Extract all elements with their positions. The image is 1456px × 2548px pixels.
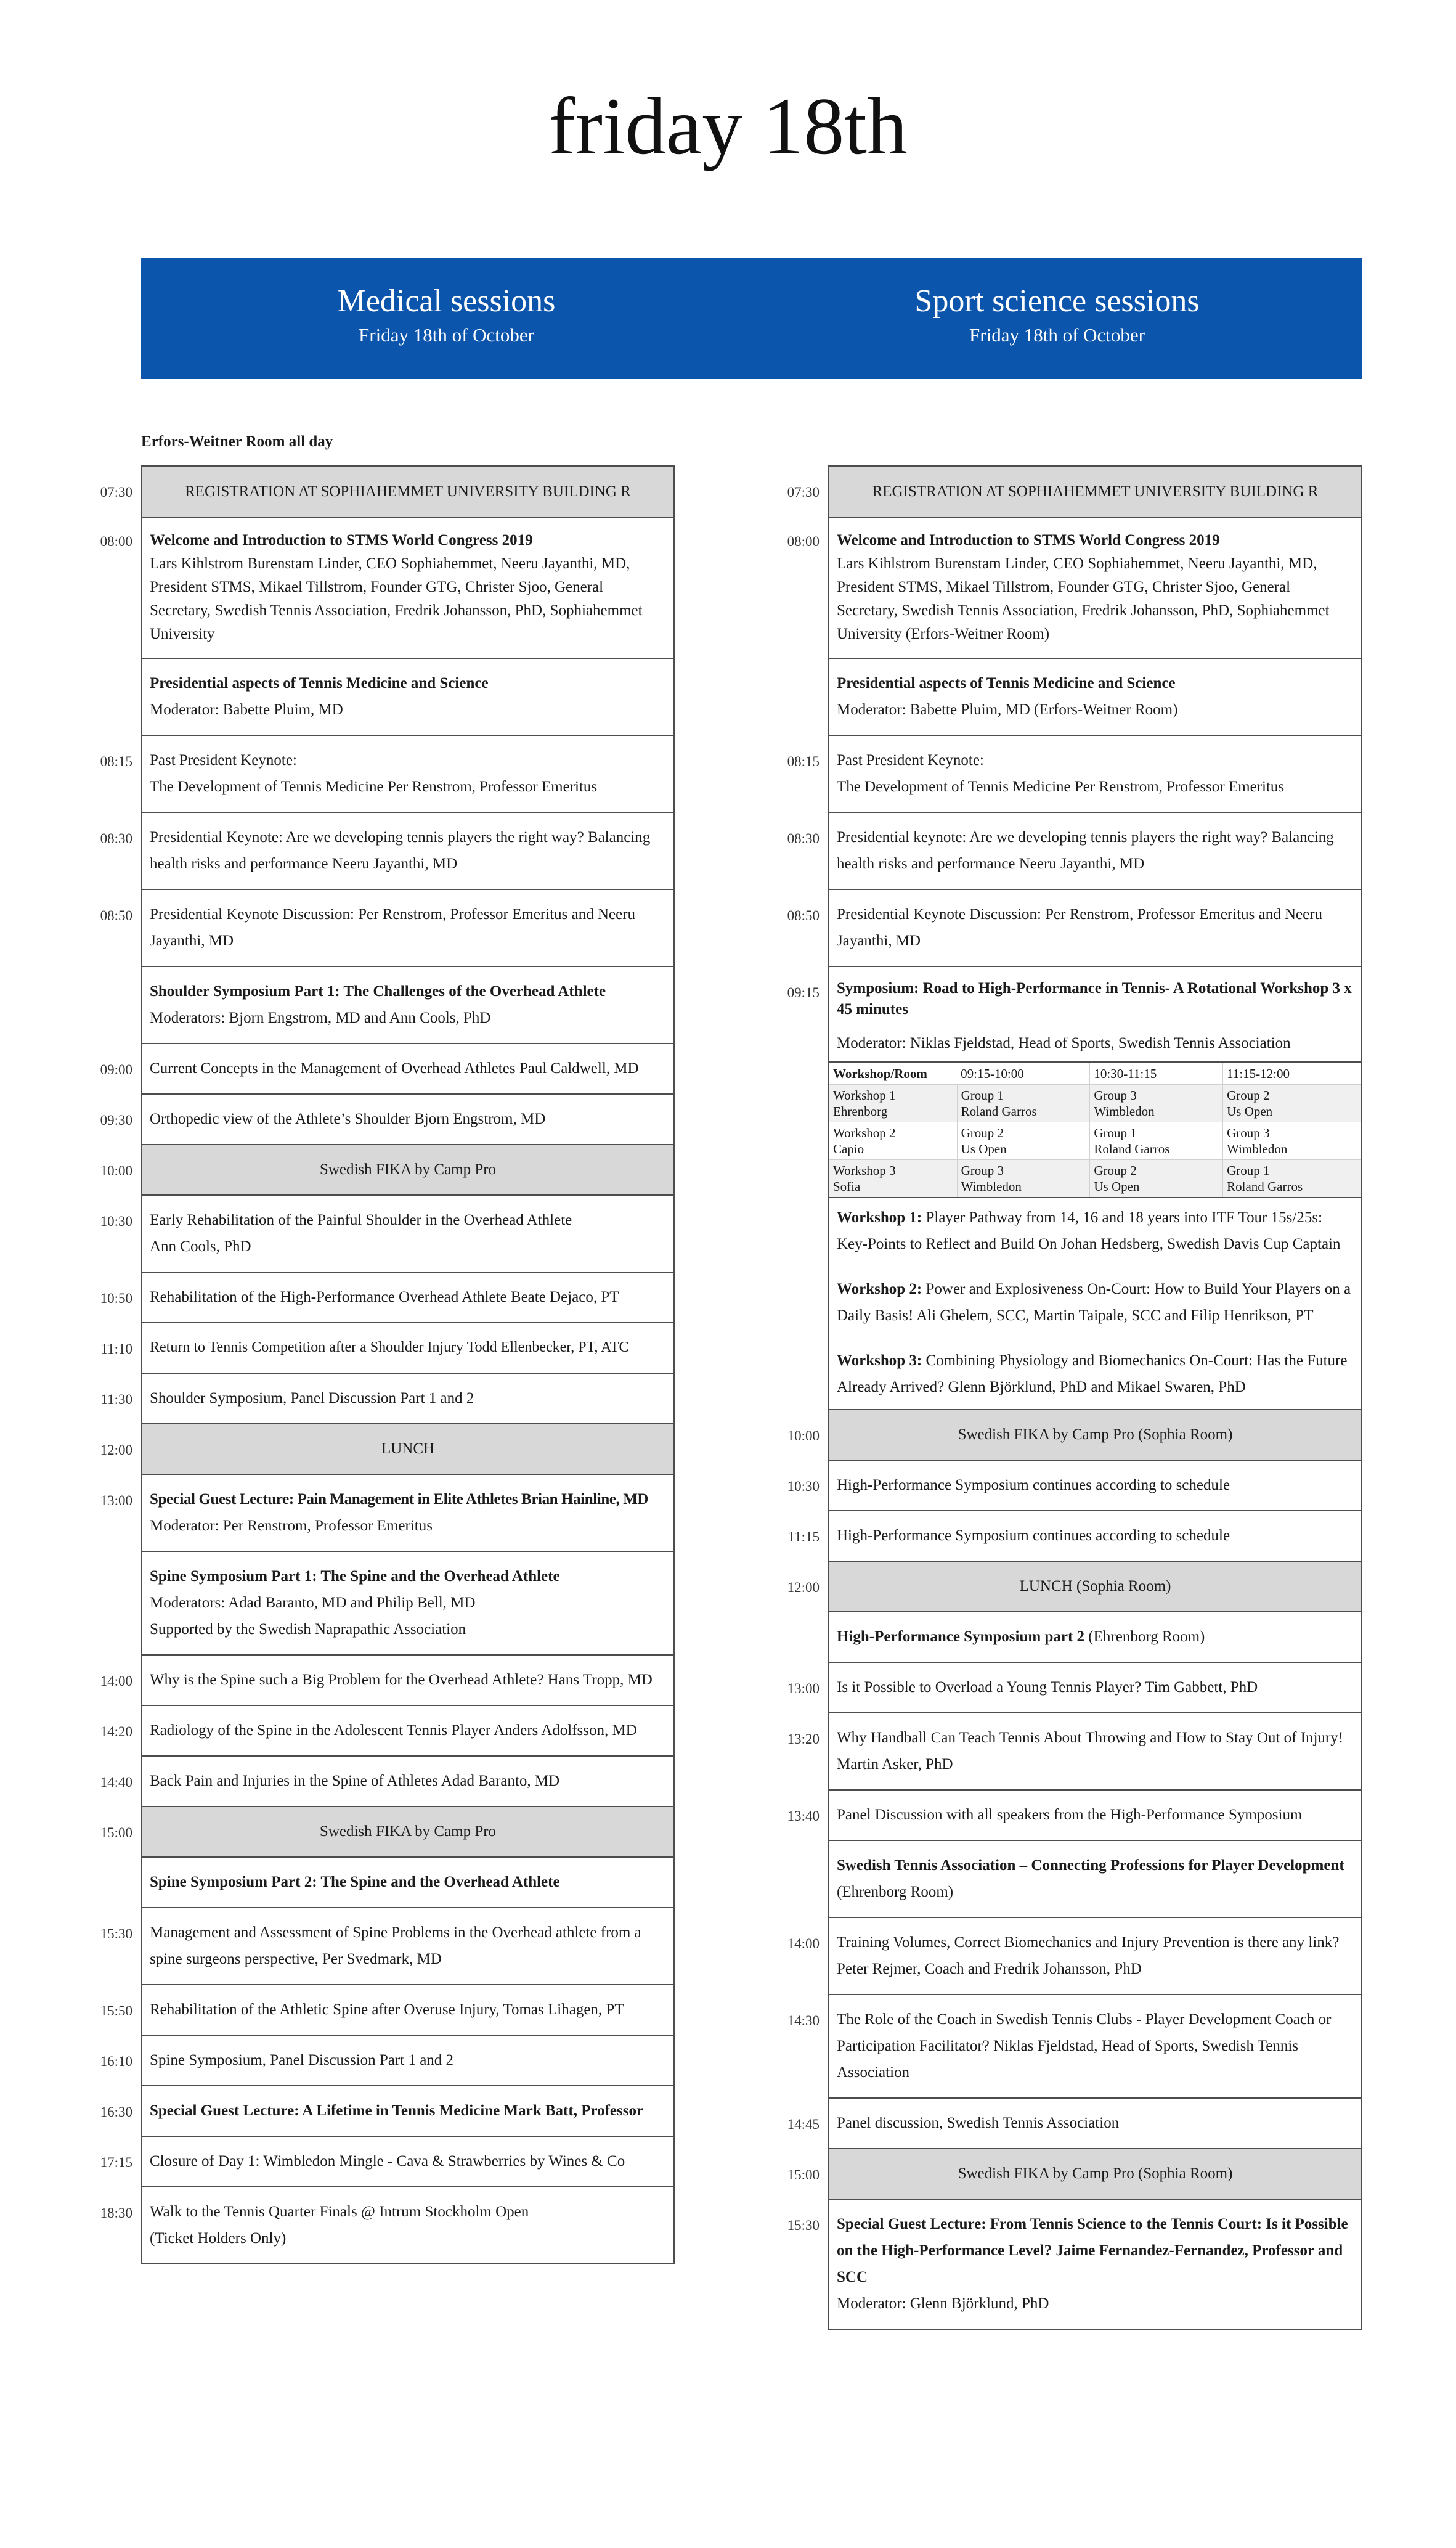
schedule-row bbox=[787, 1789, 1361, 1840]
table-cell bbox=[1090, 1122, 1223, 1160]
schedule-row bbox=[787, 1662, 1361, 1712]
schedule-row bbox=[100, 1474, 673, 1551]
workshop-label: Workshop 1: bbox=[837, 1209, 922, 1226]
row-text: Presidential keynote: Are we developing tennis players the right way? Balancing health risks and performance Neeru Jayanthi, MD bbox=[837, 829, 1334, 872]
row-text: Current Concepts in the Management of Overhead Athletes Paul Caldwell, MD bbox=[150, 1060, 639, 1077]
group: Group 1 bbox=[961, 1088, 1004, 1103]
group: Group 1 bbox=[1094, 1125, 1137, 1140]
time-label: 15:00 bbox=[100, 1825, 132, 1840]
row-title: Welcome and Introduction to STMS World Congress 2019 bbox=[837, 532, 1220, 549]
row-text: Training Volumes, Correct Biomechanics and Injury Prevention is there any link? Peter Rejmer, Coach and Fredrik Johansson, PhD bbox=[837, 1934, 1340, 1977]
time-label: 13:20 bbox=[787, 1731, 820, 1747]
workshop-name: Workshop 1 bbox=[833, 1088, 896, 1103]
row-title: Presidential aspects of Tennis Medicine and Science bbox=[150, 675, 489, 692]
schedule-row bbox=[100, 517, 673, 658]
time-label: 10:00 bbox=[787, 1428, 820, 1443]
row-text: Lars Kihlstrom Burenstam Linder, CEO Sophiahemmet, Neeru Jayanthi, MD, President STMS, Mikael Tillstrom, Founder GTG, Christer Sjoo, General Secretary, Swedish Tennis Association, Fredrik Johansson, PhD, Sophiahemmet University bbox=[150, 555, 643, 642]
row-text: Back Pain and Injuries in the Spine of Athletes Adad Baranto, MD bbox=[150, 1773, 560, 1789]
group-name: Us Open bbox=[1227, 1104, 1273, 1119]
time-label: 09:30 bbox=[100, 1113, 132, 1128]
row-text: Why is the Spine such a Big Problem for the Overhead Athlete? Hans Tropp, MD bbox=[150, 1672, 653, 1688]
row-text: Is it Possible to Overload a Young Tennis Player? Tim Gabbett, PhD bbox=[837, 1679, 1258, 1696]
time-label: 13:00 bbox=[787, 1681, 820, 1696]
schedule-row bbox=[829, 1197, 1361, 1409]
workshop-label: Workshop 2: bbox=[837, 1281, 922, 1297]
schedule-row bbox=[100, 812, 673, 889]
row-title: Presidential aspects of Tennis Medicine and Science bbox=[837, 675, 1176, 692]
time-label: 07:30 bbox=[787, 484, 820, 500]
sport-header bbox=[752, 283, 1362, 348]
schedule-row bbox=[100, 1093, 673, 1144]
schedule-row bbox=[100, 2136, 673, 2186]
time-label: 15:30 bbox=[787, 2218, 820, 2233]
row-text: LUNCH bbox=[381, 1440, 435, 1457]
row-text: Moderator: Babette Pluim, MD bbox=[150, 701, 343, 718]
time-label: 16:10 bbox=[100, 2054, 132, 2069]
time-label: 14:00 bbox=[100, 1673, 132, 1689]
room-label: (Ehrenborg Room) bbox=[1084, 1628, 1205, 1645]
table-row bbox=[829, 1160, 1361, 1198]
schedule-row bbox=[829, 1840, 1361, 1917]
workshop-table bbox=[829, 1063, 1361, 1197]
schedule-row bbox=[100, 2035, 673, 2085]
schedule-row bbox=[787, 2199, 1361, 2329]
row-text: Shoulder Symposium, Panel Discussion Part 1 and 2 bbox=[150, 1390, 474, 1407]
workshop-table-wrap bbox=[829, 1061, 1361, 1197]
workshop-name: Workshop 2 bbox=[833, 1125, 896, 1140]
row-text: Panel discussion, Swedish Tennis Association bbox=[837, 2115, 1120, 2131]
time-label: 15:00 bbox=[787, 2167, 820, 2183]
schedule-row bbox=[100, 1755, 673, 1806]
workshop-description bbox=[837, 1347, 1354, 1400]
medical-header bbox=[141, 283, 752, 348]
row-text: Past President Keynote: bbox=[837, 752, 984, 769]
row-text: Moderators: Adad Baranto, MD and Philip Bell, MD bbox=[150, 1595, 476, 1611]
row-text: Orthopedic view of the Athlete’s Shoulder Bjorn Engstrom, MD bbox=[150, 1111, 546, 1127]
group-name: Roland Garros bbox=[961, 1104, 1037, 1119]
workshop-text: Power and Explosiveness On-Court: How to Build Your Players on a Daily Basis! Ali Ghelem, SCC, Martin Taipale, SCC and Filip Henrikson, PT bbox=[837, 1281, 1351, 1324]
table-cell bbox=[1090, 1085, 1223, 1122]
time-label: 10:30 bbox=[100, 1214, 132, 1229]
row-title: High-Performance Symposium part 2 bbox=[837, 1628, 1085, 1645]
schedule-row bbox=[100, 889, 673, 966]
schedule-row bbox=[100, 1373, 673, 1423]
group: Group 3 bbox=[1094, 1088, 1137, 1103]
schedule-row bbox=[100, 2186, 673, 2263]
row-text: Management and Assessment of Spine Problems in the Overhead athlete from a spine surgeons perspective, Per Svedmark, MD bbox=[150, 1924, 641, 1967]
row-text: Swedish FIKA by Camp Pro bbox=[319, 1161, 497, 1178]
row-text: LUNCH (Sophia Room) bbox=[1019, 1578, 1171, 1595]
time-label: 14:45 bbox=[787, 2117, 820, 2132]
group-name: Wimbledon bbox=[961, 1179, 1022, 1194]
schedule-row bbox=[787, 517, 1361, 658]
schedule-row bbox=[787, 1460, 1361, 1510]
time-label: 11:10 bbox=[100, 1341, 132, 1357]
row-text: Return to Tennis Competition after a Shoulder Injury Todd Ellenbecker, PT, ATC bbox=[150, 1339, 629, 1355]
row-title: Swedish Tennis Association – Connecting Professions for Player Development bbox=[837, 1857, 1344, 1874]
schedule-row bbox=[142, 966, 673, 1043]
table-cell bbox=[957, 1122, 1090, 1160]
group: Group 3 bbox=[961, 1163, 1004, 1178]
row-text: Rehabilitation of the High-Performance Overhead Athlete Beate Dejaco, PT bbox=[150, 1289, 619, 1305]
medical-schedule bbox=[100, 465, 675, 2264]
time-label: 13:40 bbox=[787, 1808, 820, 1824]
group: Group 1 bbox=[1227, 1163, 1270, 1178]
schedule-row bbox=[100, 1043, 673, 1093]
time-label: 13:00 bbox=[100, 1493, 132, 1508]
room-note: Erfors-Weitner Room all day bbox=[141, 433, 333, 450]
row-text: High-Performance Symposium continues according to schedule bbox=[837, 1527, 1230, 1544]
time-label: 09:15 bbox=[787, 985, 820, 1000]
table-cell bbox=[829, 1160, 957, 1198]
table-cell bbox=[1223, 1085, 1361, 1122]
workshop-room: Sofia bbox=[833, 1179, 861, 1194]
time-label: 08:30 bbox=[100, 831, 132, 846]
row-title: Special Guest Lecture: From Tennis Science to the Tennis Court: Is it Possible on the High-Performance Level? Jaime Fernandez-Fernandez, Professor and SCC bbox=[837, 2216, 1348, 2285]
row-title: Special Guest Lecture: A Lifetime in Tennis Medicine Mark Batt, Professor bbox=[150, 2102, 644, 2119]
row-text: Panel Discussion with all speakers from the High-Performance Symposium bbox=[837, 1807, 1303, 1823]
row-text: Presidential Keynote Discussion: Per Renstrom, Professor Emeritus and Neeru Jayanthi, MD bbox=[150, 906, 636, 949]
table-cell bbox=[829, 1122, 957, 1160]
row-text: Moderator: Glenn Björklund, PhD bbox=[837, 2295, 1049, 2312]
schedule-row bbox=[787, 966, 1361, 1061]
column-header: 10:30-11:15 bbox=[1090, 1063, 1223, 1085]
row-title: Spine Symposium Part 1: The Spine and the Overhead Athlete bbox=[150, 1568, 560, 1585]
time-label: 08:50 bbox=[787, 908, 820, 923]
table-cell bbox=[1223, 1160, 1361, 1198]
schedule-row bbox=[787, 2148, 1361, 2199]
workshop-room: Ehrenborg bbox=[833, 1104, 888, 1119]
table-row bbox=[829, 1085, 1361, 1122]
row-text: Walk to the Tennis Quarter Finals @ Intrum Stockholm Open bbox=[150, 2203, 529, 2220]
group: Group 2 bbox=[1227, 1088, 1270, 1103]
schedule-row bbox=[100, 1654, 673, 1705]
table-header-row bbox=[829, 1063, 1361, 1085]
row-text: Lars Kihlstrom Burenstam Linder, CEO Sophiahemmet, Neeru Jayanthi, MD, President STMS, Mikael Tillstrom, Founder GTG, Christer Sjoo, General Secretary, Swedish Tennis Association, Fredrik Johansson, PhD, Sophiahemmet University (Erfors-Weitner Room) bbox=[837, 555, 1330, 642]
row-text: Moderator: Babette Pluim, MD (Erfors-Weitner Room) bbox=[837, 701, 1178, 718]
schedule-row bbox=[100, 1806, 673, 1856]
row-text: Early Rehabilitation of the Painful Shoulder in the Overhead Athlete bbox=[150, 1212, 572, 1228]
schedule-row bbox=[100, 1272, 673, 1322]
row-text: The Development of Tennis Medicine Per Renstrom, Professor Emeritus bbox=[150, 778, 598, 795]
schedule-row bbox=[100, 1144, 673, 1194]
column-header: Workshop/Room bbox=[829, 1063, 957, 1085]
workshop-description bbox=[837, 1276, 1354, 1329]
row-title: Symposium: Road to High-Performance in Tennis- A Rotational Workshop 3 x 45 minutes bbox=[837, 980, 1352, 1018]
schedule-row bbox=[787, 465, 1361, 517]
time-label: 14:20 bbox=[100, 1724, 132, 1739]
row-text: Rehabilitation of the Athletic Spine after Overuse Injury, Tomas Lihagen, PT bbox=[150, 2001, 624, 2018]
schedule-row bbox=[829, 1611, 1361, 1662]
schedule-row bbox=[787, 812, 1361, 889]
row-text: REGISTRATION AT SOPHIAHEMMET UNIVERSITY BUILDING R bbox=[185, 483, 631, 500]
time-label: 10:50 bbox=[100, 1291, 132, 1306]
schedule-row bbox=[787, 1712, 1361, 1789]
schedule-row bbox=[142, 658, 673, 735]
row-text: Presidential Keynote Discussion: Per Renstrom, Professor Emeritus and Neeru Jayanthi, MD bbox=[837, 906, 1323, 949]
schedule-row bbox=[100, 1194, 673, 1272]
row-text: Moderators: Bjorn Engstrom, MD and Ann Cools, PhD bbox=[150, 1010, 491, 1026]
table-cell bbox=[957, 1085, 1090, 1122]
time-label: 08:15 bbox=[787, 754, 820, 769]
schedule-row bbox=[787, 1994, 1361, 2097]
row-title: Spine Symposium Part 2: The Spine and the Overhead Athlete bbox=[150, 1874, 560, 1890]
time-label: 08:00 bbox=[100, 534, 132, 549]
row-text: The Development of Tennis Medicine Per Renstrom, Professor Emeritus bbox=[837, 778, 1285, 795]
schedule-row bbox=[100, 1907, 673, 1984]
schedule-row bbox=[787, 1561, 1361, 1611]
time-label: 08:00 bbox=[787, 534, 820, 549]
medical-subtitle: Friday 18th of October bbox=[359, 324, 534, 346]
time-label: 10:00 bbox=[100, 1163, 132, 1178]
row-text: Supported by the Swedish Naprapathic Association bbox=[150, 1621, 466, 1638]
group-name: Us Open bbox=[1094, 1179, 1140, 1194]
schedule-row bbox=[787, 735, 1361, 812]
schedule-row bbox=[100, 1423, 673, 1474]
time-label: 12:00 bbox=[100, 1442, 132, 1458]
time-label: 17:15 bbox=[100, 2155, 132, 2170]
row-text: The Role of the Coach in Swedish Tennis Clubs - Player Development Coach or Participation Facilitator? Niklas Fjeldstad, Head of Sports, Swedish Tennis Association bbox=[837, 2011, 1332, 2081]
schedule-row bbox=[787, 1510, 1361, 1561]
group: Group 2 bbox=[961, 1125, 1004, 1140]
workshop-name: Workshop 3 bbox=[833, 1163, 896, 1178]
schedule-row bbox=[787, 1917, 1361, 1994]
schedule-row bbox=[787, 1409, 1361, 1460]
row-text: Spine Symposium, Panel Discussion Part 1 and 2 bbox=[150, 2052, 454, 2068]
row-text: High-Performance Symposium continues according to schedule bbox=[837, 1477, 1230, 1493]
row-text: Moderator: Per Renstrom, Professor Emeritus bbox=[150, 1517, 433, 1534]
row-text: Past President Keynote: bbox=[150, 752, 297, 769]
time-label: 09:00 bbox=[100, 1062, 132, 1077]
schedule-row bbox=[787, 2097, 1361, 2148]
table-cell bbox=[1223, 1122, 1361, 1160]
schedule-row bbox=[100, 1705, 673, 1755]
time-label: 11:30 bbox=[100, 1392, 132, 1407]
time-label: 07:30 bbox=[100, 484, 132, 500]
schedule-row bbox=[142, 1856, 673, 1907]
time-label: 14:30 bbox=[787, 2013, 820, 2028]
schedule-row bbox=[829, 658, 1361, 735]
time-label: 18:30 bbox=[100, 2205, 132, 2221]
schedule-row bbox=[787, 889, 1361, 966]
group-name: Us Open bbox=[961, 1141, 1007, 1156]
workshop-description bbox=[837, 1204, 1354, 1257]
column-header: 09:15-10:00 bbox=[957, 1063, 1090, 1085]
sport-schedule bbox=[787, 465, 1362, 2330]
group-name: Wimbledon bbox=[1094, 1104, 1155, 1119]
group: Group 3 bbox=[1227, 1125, 1270, 1140]
schedule-row bbox=[100, 2085, 673, 2136]
table-cell bbox=[829, 1085, 957, 1122]
session-banner bbox=[141, 258, 1362, 379]
group-name: Roland Garros bbox=[1094, 1141, 1170, 1156]
row-text: (Ticket Holders Only) bbox=[150, 2230, 287, 2247]
time-label: 12:00 bbox=[787, 1580, 820, 1595]
table-cell bbox=[1090, 1160, 1223, 1198]
row-text: Moderator: Niklas Fjeldstad, Head of Sports, Swedish Tennis Association bbox=[837, 1035, 1291, 1051]
time-label: 15:50 bbox=[100, 2003, 132, 2019]
schedule-row bbox=[100, 465, 673, 517]
table-row bbox=[829, 1122, 1361, 1160]
schedule-row bbox=[100, 735, 673, 812]
time-label: 15:30 bbox=[100, 1926, 132, 1942]
row-text: Radiology of the Spine in the Adolescent Tennis Player Anders Adolfsson, MD bbox=[150, 1722, 637, 1739]
row-text: Presidential Keynote: Are we developing tennis players the right way? Balancing health risks and performance Neeru Jayanthi, MD bbox=[150, 829, 651, 872]
row-text: REGISTRATION AT SOPHIAHEMMET UNIVERSITY BUILDING R bbox=[872, 483, 1319, 500]
sport-subtitle: Friday 18th of October bbox=[969, 324, 1145, 346]
page-title: friday 18th bbox=[548, 81, 908, 171]
schedule-row bbox=[100, 1322, 673, 1373]
time-label: 08:15 bbox=[100, 754, 132, 769]
column-header: 11:15-12:00 bbox=[1223, 1063, 1361, 1085]
row-text: Why Handball Can Teach Tennis About Throwing and How to Stay Out of Injury! Martin Asker, PhD bbox=[837, 1729, 1344, 1773]
time-label: 08:30 bbox=[787, 831, 820, 846]
workshop-label: Workshop 3: bbox=[837, 1352, 922, 1369]
row-text: Closure of Day 1: Wimbledon Mingle - Cava & Strawberries by Wines & Co bbox=[150, 2153, 625, 2170]
sport-title: Sport science sessions bbox=[914, 284, 1200, 319]
time-label: 10:30 bbox=[787, 1479, 820, 1494]
schedule-row bbox=[100, 1984, 673, 2035]
row-title: Shoulder Symposium Part 1: The Challenges of the Overhead Athlete bbox=[150, 983, 606, 1000]
row-text: Swedish FIKA by Camp Pro (Sophia Room) bbox=[958, 2165, 1233, 2182]
row-text: Swedish FIKA by Camp Pro (Sophia Room) bbox=[958, 1426, 1233, 1443]
workshop-text: Combining Physiology and Biomechanics On-Court: Has the Future Already Arrived? Glenn Björklund, PhD and Mikael Swaren, PhD bbox=[837, 1352, 1348, 1395]
workshop-text: Player Pathway from 14, 16 and 18 years into ITF Tour 15s/25s: Key-Points to Reflect and Build On Johan Hedsberg, Swedish Davis Cup Captain bbox=[837, 1209, 1341, 1252]
group-name: Wimbledon bbox=[1227, 1141, 1288, 1156]
time-label: 08:50 bbox=[100, 908, 132, 923]
room-label: (Ehrenborg Room) bbox=[837, 1884, 954, 1900]
row-text: Swedish FIKA by Camp Pro bbox=[319, 1823, 497, 1840]
table-cell bbox=[957, 1160, 1090, 1198]
row-title: Welcome and Introduction to STMS World Congress 2019 bbox=[150, 532, 533, 549]
group: Group 2 bbox=[1094, 1163, 1137, 1178]
time-label: 16:30 bbox=[100, 2104, 132, 2120]
workshop-room: Capio bbox=[833, 1141, 864, 1156]
group-name: Roland Garros bbox=[1227, 1179, 1303, 1194]
row-title: Special Guest Lecture: Pain Management in Elite Athletes Brian Hainline, MD bbox=[150, 1491, 649, 1508]
medical-title: Medical sessions bbox=[337, 284, 556, 319]
time-label: 14:40 bbox=[100, 1774, 132, 1790]
row-text: Ann Cools, PhD bbox=[150, 1238, 251, 1255]
time-label: 14:00 bbox=[787, 1936, 820, 1951]
schedule-row bbox=[142, 1551, 673, 1654]
time-label: 11:15 bbox=[787, 1529, 820, 1545]
